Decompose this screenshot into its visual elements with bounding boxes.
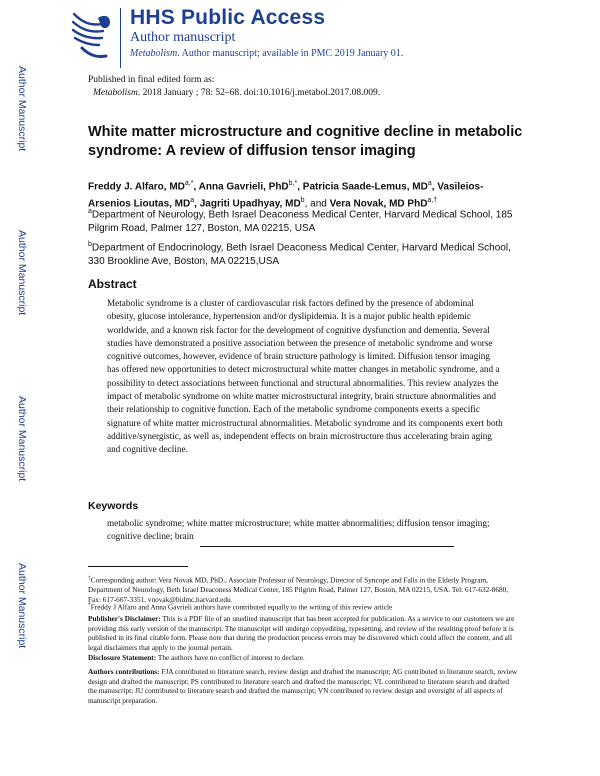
author-name: Vera Novak, MD PhD xyxy=(329,198,428,210)
footnote-label: Publisher's Disclaimer: xyxy=(88,614,161,623)
affiliation-b xyxy=(88,238,528,268)
footnote-divider xyxy=(88,566,188,567)
footnote-text: FJA contributed to literature search, review design and drafted the manuscript; AG contributed to literature search, review design and drafted the manuscript; PS contributed to literature search and drafted the manuscript; VL contributed to literature search and drafted the manuscript; JU contributed to literature search and drafted the manuscript; VN contributed to review design and oversight of all aspects of manuscript preparation. xyxy=(88,667,518,705)
keywords-heading: Keywords xyxy=(88,500,139,512)
article-title: White matter microstructure and cognitive decline in metabolic syndrome: A review of diffusion tensor imaging xyxy=(88,124,523,159)
keywords-underline xyxy=(200,546,454,547)
footnote-label: Authors contributions: xyxy=(88,667,160,676)
abstract-body: Metabolic syndrome is a cluster of cardiovascular risk factors defined by the presence of abdominal obesity, glucose intolerance, hypertension and/or dyslipidemia. It is a major public health epidemic worldwide, and a known risk factor for the development of cognitive dysfunction and dementia. Several studies have demonstrated a positive association between the presence of metabolic syndrome and worse cognitive outcomes, however, evidence of brain structure pathology is limited. Diffusion tensor imaging has offered new opportunities to detect microstructural white matter changes in metabolic syndrome, and a possibility to detect associations between functional and structural abnormalities. This review analyzes the impact of metabolic syndrome on white matter microstructural integrity, brain structure abnormalities and their relationship to cognitive function. Each of the metabolic syndrome components exerts a specific signature of white matter microstructural abnormalities. Metabolic syndrome and its components exert both additive/synergistic, as well as, independent effects on brain microstructure thus accelerating brain aging and cognitive decline. xyxy=(107,298,503,455)
side-label-author-manuscript: Author Manuscript xyxy=(16,396,28,482)
affiliation-mark: a xyxy=(88,208,92,215)
author-affiliation-mark: a xyxy=(190,196,195,204)
availability-line xyxy=(130,48,403,59)
footnote-disclosure-statement xyxy=(88,653,518,663)
author-name: Vasileios-Arsenios Lioutas, MD xyxy=(88,181,484,210)
author-separator: , and xyxy=(304,198,330,210)
published-in-label: Published in final edited form as: xyxy=(88,75,215,85)
author-affiliation-mark: a xyxy=(427,180,432,187)
side-label-author-manuscript: Author Manuscript xyxy=(16,66,28,152)
footnote-publisher-disclaimer xyxy=(88,614,518,652)
hhs-eagle-logo-icon xyxy=(68,4,114,62)
footnote-equal-contribution xyxy=(88,601,518,612)
footnote-text: The authors have no conflict of interest to declare. xyxy=(156,653,305,662)
footnote-text: This is a PDF file of an unedited manuscript that has been accepted for publication. As a service to our customers we are providing this early version of the manuscript. The manuscript will undergo copyediting, typesetting, and review of the resulting proof before it is published in its final citable form. Please note that during the production process errors may be discovered which could affect the content, and all legal disclaimers that apply to the journal pertain. xyxy=(88,614,515,652)
abstract-heading: Abstract xyxy=(88,277,137,291)
footnote-author-contributions xyxy=(88,667,518,705)
author-separator: , xyxy=(193,181,199,193)
author-affiliation-mark: b xyxy=(300,196,305,204)
side-label-author-manuscript: Author Manuscript xyxy=(16,563,28,649)
affiliation-mark: b xyxy=(88,241,92,248)
footnote-label: Disclosure Statement: xyxy=(88,653,157,662)
author-name: Jagriti Upadhyay, MD xyxy=(199,198,301,210)
author-affiliation-mark: a,* xyxy=(184,180,194,187)
author-manuscript-label: Author manuscript xyxy=(130,30,236,45)
footnote-corresponding-author xyxy=(88,574,518,604)
author-affiliation-mark: b,* xyxy=(288,180,298,187)
author-separator: , xyxy=(194,198,200,210)
author-name: Patricia Saade-Lemus, MD xyxy=(302,181,428,193)
keywords-body: metabolic syndrome; white matter microstructure; white matter abnormalities; diffusion tensor imaging; cognitive decline; brain xyxy=(107,518,490,541)
citation-details: . 2018 January ; 78: 52–68. doi:10.1016/j.metabol.2017.08.009. xyxy=(137,88,381,98)
header-divider xyxy=(120,8,121,68)
author-affiliation-mark: a,† xyxy=(427,196,438,204)
footnote-mark: † xyxy=(88,575,91,581)
author-name: Anna Gavrieli, PhD xyxy=(198,181,289,193)
author-separator: , xyxy=(297,181,303,193)
footnote-text: Corresponding author: Vera Novak MD, PhD., Associate Professor of Neurology, Director of Syncope and Falls in the Elderly Program, Department of Neurology, Beth Israel Deaconess Medical Center, 185 Pilgrim Road, Palmer 127, Boston, MA 02215, USA. Tel: 617-632-8680, Fax: 617-667-3351, vnovak@bidmc.harvard.edu. xyxy=(88,575,509,604)
header-journal-name: Metabolism xyxy=(130,48,178,59)
affiliation-text: Department of Endocrinology, Beth Israel Deaconess Medical Center, Harvard Medical School, 330 Brookline Ave, Boston, MA 02215,USA xyxy=(88,242,511,267)
citation-journal: Metabolism xyxy=(93,88,138,98)
hhs-public-access-title: HHS Public Access xyxy=(130,6,326,29)
author-separator: , xyxy=(431,181,438,193)
author-name: Freddy J. Alfaro, MD xyxy=(88,181,185,193)
citation-line xyxy=(93,88,380,98)
footnote-text: Freddy J Alfaro and Anna Gavrieli authors have contributed equally to the writing of this review article xyxy=(90,602,393,612)
availability-text: . Author manuscript; available in PMC 2019 January 01. xyxy=(177,48,404,59)
affiliation-a xyxy=(88,205,528,235)
side-label-author-manuscript: Author Manuscript xyxy=(16,230,28,316)
footnote-mark: * xyxy=(88,602,91,608)
affiliation-text: Department of Neurology, Beth Israel Deaconess Medical Center, Harvard Medical School, 185 Pilgrim Road, Palmer 127, Boston, MA 02215, USA xyxy=(88,209,513,234)
